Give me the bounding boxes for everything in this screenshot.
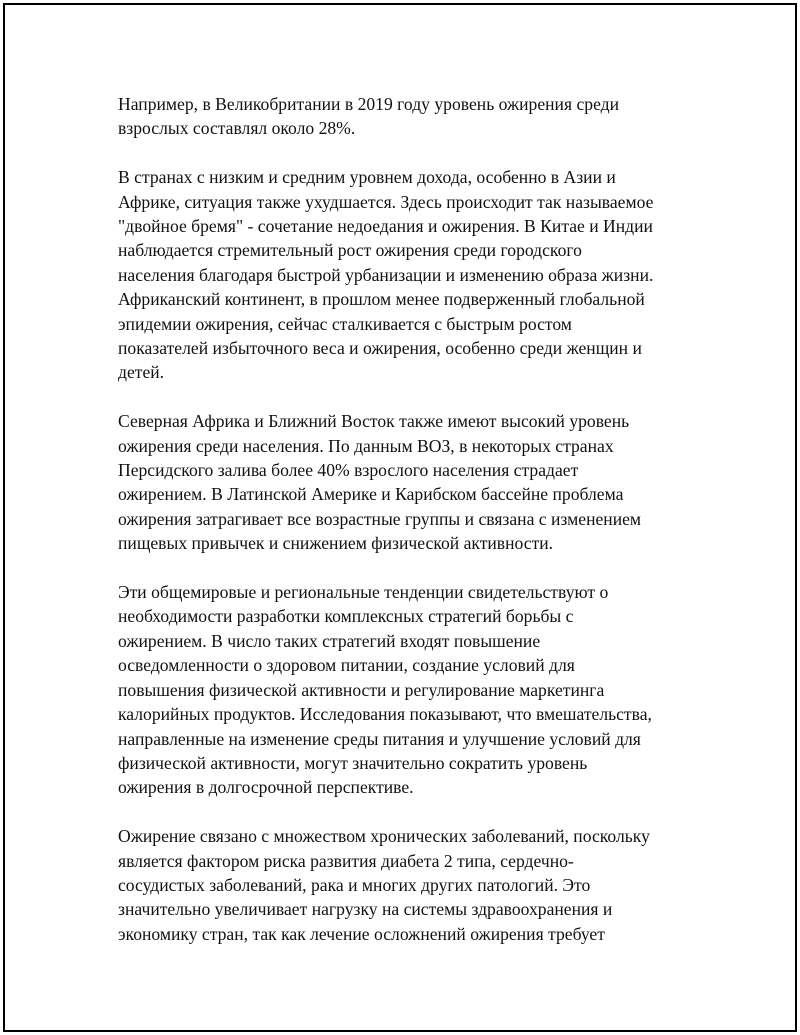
text-line: наблюдается стремительный рост ожирения среди городского: [118, 240, 582, 261]
text-line: пищевых привычек и снижением физической активности.: [118, 533, 554, 554]
text-line: эпидемии ожирения, сейчас сталкивается с быстрым ростом: [118, 313, 572, 334]
paragraph-strategies: [118, 580, 698, 800]
document-body: [118, 92, 698, 971]
text-line: показателей избыточного веса и ожирения, особенно среди женщин и: [118, 338, 642, 359]
text-line: повышения физической активности и регулирование маркетинга: [118, 679, 605, 700]
text-line: ожирения в долгосрочной перспективе.: [118, 777, 414, 798]
paragraph-low-middle-income: [118, 165, 698, 385]
text-line: ожирения затрагивает все возрастные группы и связана с изменением: [118, 508, 642, 529]
text-line: сосудистых заболеваний, рака и многих других патологий. Это: [118, 874, 591, 895]
text-line: Ожирение связано с множеством хронических заболеваний, поскольку: [118, 826, 650, 847]
text-line: Эти общемировые и региональные тенденции свидетельствуют о: [118, 582, 609, 603]
text-line: Африканский континент, в прошлом менее подверженный глобальной: [118, 289, 645, 310]
text-line: взрослых составлял около 28%.: [118, 118, 356, 139]
text-line: осведомленности о здоровом питании, создание условий для: [118, 655, 575, 676]
text-line: ожирения среди населения. По данным ВОЗ, в некоторых странах: [118, 435, 614, 456]
text-line: физической активности, могут значительно сократить уровень: [118, 752, 588, 773]
text-line: направленные на изменение среды питания и улучшение условий для: [118, 728, 641, 749]
text-line: значительно увеличивает нагрузку на системы здравоохранения и: [118, 899, 613, 920]
text-line: калорийных продуктов. Исследования показывают, что вмешательства,: [118, 704, 652, 725]
text-line: Например, в Великобритании в 2019 году уровень ожирения среди: [118, 94, 620, 114]
text-line: является фактором риска развития диабета 2 типа, сердечно-: [118, 850, 574, 871]
text-line: ожирением. В число таких стратегий входят повышение: [118, 630, 541, 651]
paragraph-middle-east-latam: [118, 409, 698, 555]
text-line: "двойное бремя" - сочетание недоедания и ожирения. В Китае и Индии: [118, 216, 653, 237]
text-line: экономику стран, так как лечение осложнений ожирения требует: [118, 923, 605, 944]
paragraph-uk-obesity: [118, 92, 698, 141]
paragraph-chronic-diseases: [118, 824, 698, 946]
text-line: Африке, ситуация также ухудшается. Здесь происходит так называемое: [118, 191, 654, 212]
text-line: ожирением. В Латинской Америке и Карибском бассейне проблема: [118, 484, 624, 505]
text-line: детей.: [118, 362, 165, 383]
text-line: Северная Африка и Ближний Восток также имеют высокий уровень: [118, 411, 630, 432]
text-line: Персидского залива более 40% взрослого населения страдает: [118, 460, 579, 481]
text-line: В странах с низким и средним уровнем дохода, особенно в Азии и: [118, 167, 616, 188]
text-line: необходимости разработки комплексных стратегий борьбы с: [118, 606, 574, 627]
text-line: населения благодаря быстрой урбанизации и изменению образа жизни.: [118, 264, 654, 285]
